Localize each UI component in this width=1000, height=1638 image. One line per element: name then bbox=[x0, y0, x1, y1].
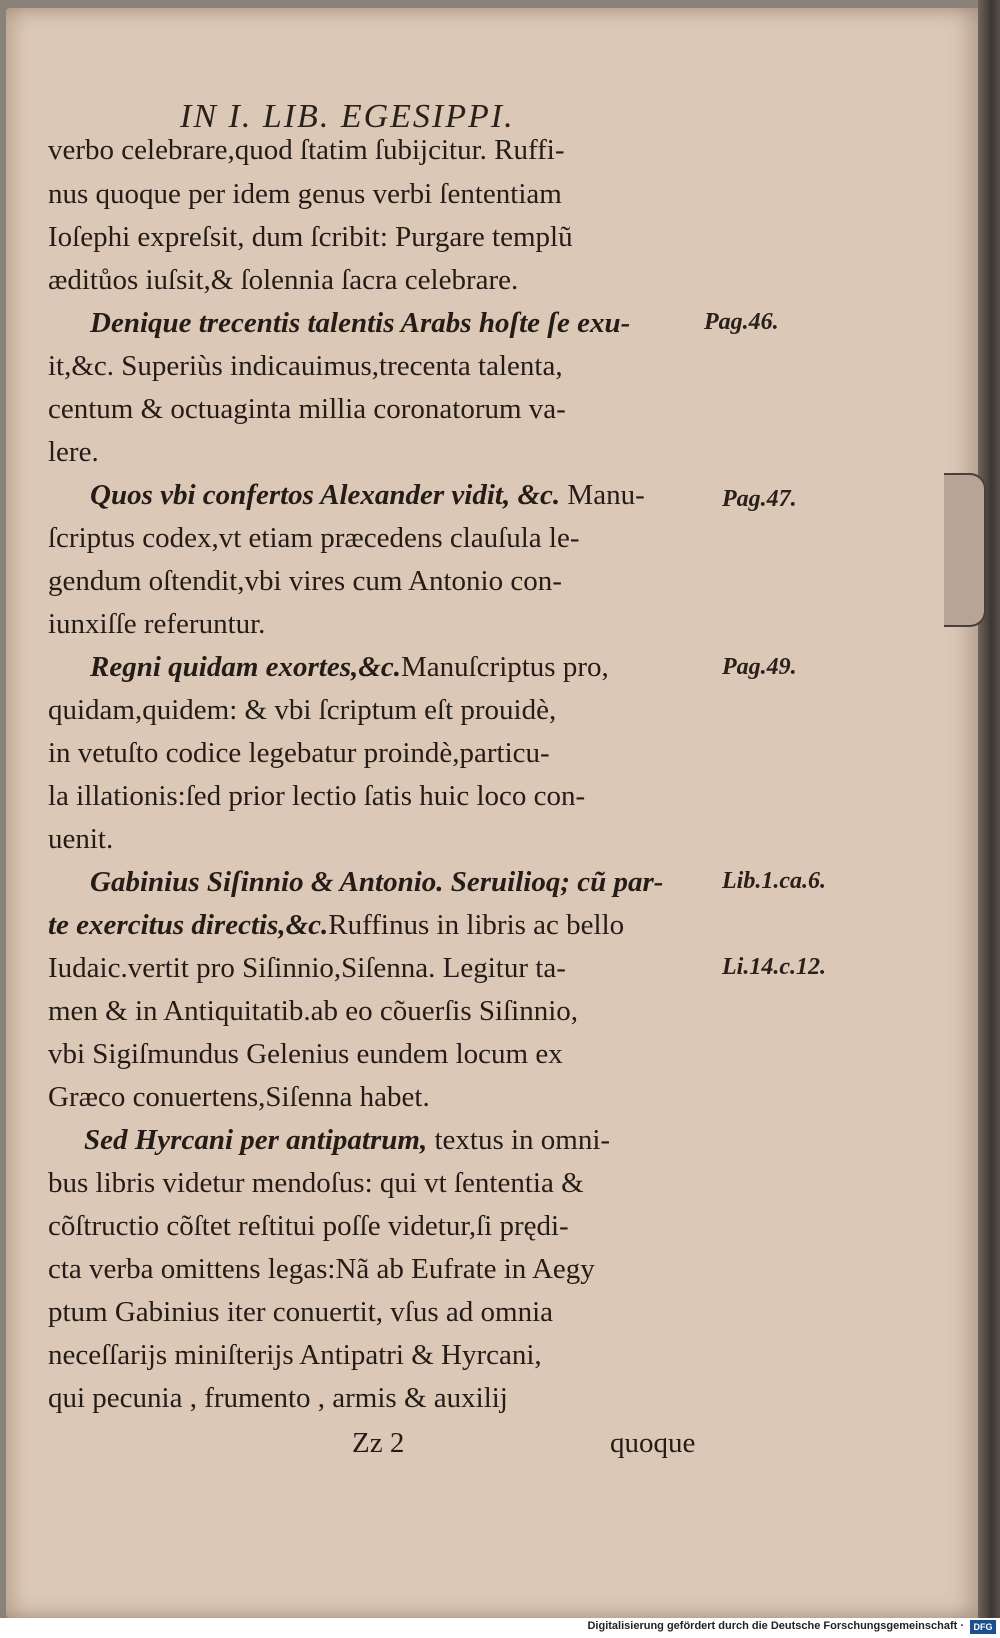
bookmark-ribbon bbox=[944, 473, 986, 627]
text-line: iunxiſſe referuntur. bbox=[48, 608, 266, 640]
text-line: verbo celebrare,quod ſtatim ſubijcitur. Ruffi- bbox=[48, 134, 565, 166]
lemma: Sed Hyrcani per antipatrum, bbox=[84, 1124, 428, 1156]
lemma-rest: textus in omni- bbox=[427, 1124, 611, 1156]
dfg-logo: DFG bbox=[970, 1620, 996, 1634]
margin-note: Li.14.c.12. bbox=[722, 954, 826, 980]
text-line: in vetuſto codice legebatur proindè,particu- bbox=[48, 737, 550, 769]
text-line bbox=[48, 907, 624, 943]
credit-text: Digitalisierung gefördert durch die Deutsche Forschungsgemeinschaft · bbox=[587, 1620, 964, 1632]
lemma-rest: Manuſcriptus pro, bbox=[400, 651, 609, 683]
text-line: quidam,quidem: & vbi ſcriptum eſt prouidè, bbox=[48, 694, 557, 726]
text-line: cta verba omittens legas:Nã ab Eufrate in Aegy bbox=[48, 1253, 595, 1285]
catchword: quoque bbox=[610, 1427, 696, 1459]
margin-note: Pag.46. bbox=[704, 309, 779, 335]
text-line: Iudaic.vertit pro Siſinnio,Siſenna. Legitur ta- bbox=[48, 952, 566, 984]
text-line: ptum Gabinius iter conuertit, vſus ad omnia bbox=[48, 1296, 553, 1328]
text-line: bus libris videtur mendoſus: qui vt ſententia & bbox=[48, 1167, 584, 1199]
text-line: æditůos iuſsit,& ſolennia ſacra celebrare. bbox=[48, 264, 519, 296]
margin-note: Pag.47. bbox=[722, 486, 797, 512]
lemma: te exercitus directis,&c. bbox=[48, 909, 329, 941]
lemma: Regni quidam exortes,&c. bbox=[90, 651, 401, 683]
lemma-rest: Ruffinus in libris ac bello bbox=[328, 909, 625, 941]
text-line: neceſſarijs miniſterijs Antipatri & Hyrcani, bbox=[48, 1339, 542, 1371]
margin-note: Lib.1.ca.6. bbox=[722, 868, 826, 894]
text-line: it,&c. Superiùs indicauimus,trecenta talenta, bbox=[48, 350, 563, 382]
lemma-line bbox=[90, 477, 645, 513]
signature-mark: Zz 2 bbox=[352, 1427, 405, 1459]
running-header: IN I. LIB. EGESIPPI. bbox=[180, 98, 515, 135]
page-edge bbox=[978, 0, 1000, 1618]
text-line: la illationis:ſed prior lectio ſatis huic loco con- bbox=[48, 780, 586, 812]
lemma-line: Gabinius Siſinnio & Antonio. Seruilioq; cũ par- bbox=[90, 866, 664, 898]
text-line: lere. bbox=[48, 436, 99, 468]
text-line: centum & octuaginta millia coronatorum va- bbox=[48, 393, 566, 425]
lemma-line bbox=[84, 1122, 610, 1158]
text-line: ſcriptus codex,vt etiam præcedens clauſula le- bbox=[48, 522, 580, 554]
text-line: nus quoque per idem genus verbi ſententiam bbox=[48, 178, 562, 210]
text-line: Græco conuertens,Siſenna habet. bbox=[48, 1081, 430, 1113]
lemma-rest: Manu- bbox=[560, 479, 645, 511]
lemma-line bbox=[90, 649, 609, 685]
text-line: vbi Sigiſmundus Gelenius eundem locum ex bbox=[48, 1038, 563, 1070]
lemma: Quos vbi confertos Alexander vidit, &c. bbox=[90, 479, 561, 511]
margin-note: Pag.49. bbox=[722, 654, 797, 680]
text-line: gendum oſtendit,vbi vires cum Antonio con- bbox=[48, 565, 562, 597]
lemma-line: Denique trecentis talentis Arabs hoſte ſe exu- bbox=[90, 307, 631, 339]
text-line: cõſtructio cõſtet reſtitui poſſe videtur,ſi prędi- bbox=[48, 1210, 569, 1242]
text-line: men & in Antiquitatib.ab eo cõuerſis Siſinnio, bbox=[48, 995, 579, 1027]
text-line: qui pecunia , frumento , armis & auxilij bbox=[48, 1382, 508, 1414]
credit-bar bbox=[0, 1618, 1000, 1638]
text-line: uenit. bbox=[48, 823, 114, 855]
text-line: Ioſephi expreſsit, dum ſcribit: Purgare templũ bbox=[48, 221, 573, 253]
